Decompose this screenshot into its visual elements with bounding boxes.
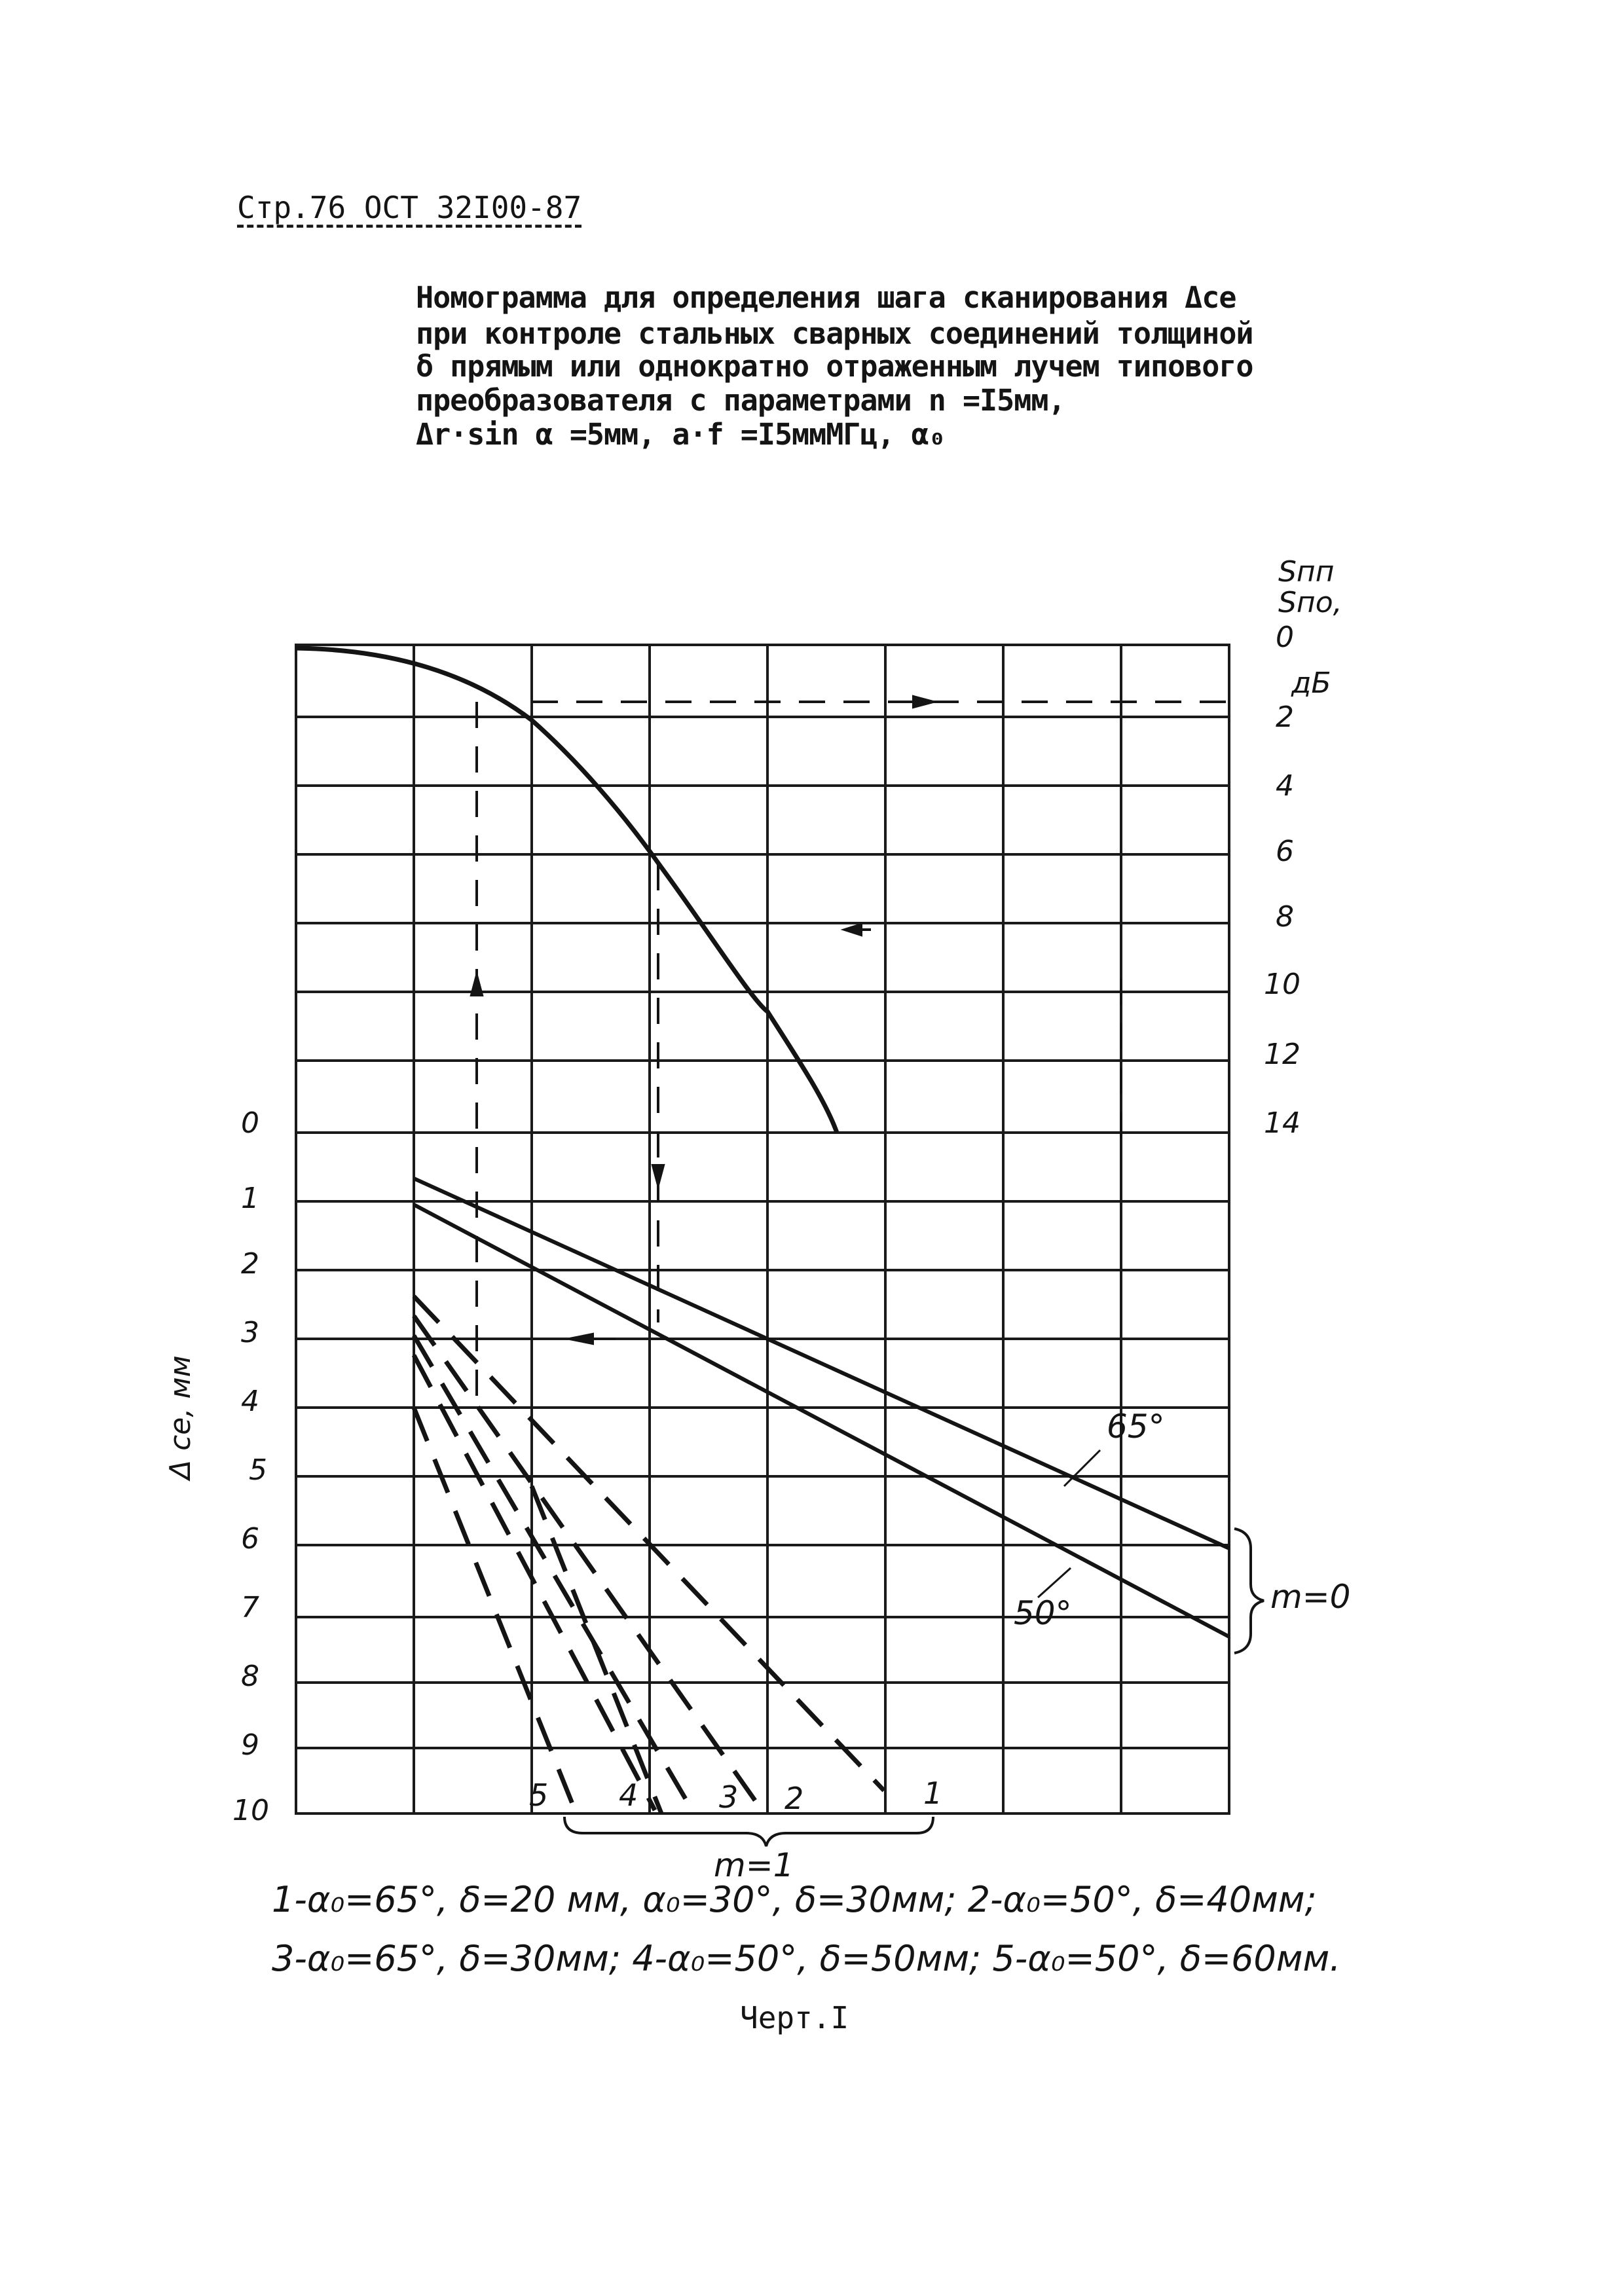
arrow-left-lower-icon: [570, 1334, 593, 1343]
caption-line-5: Δr·sin α =5мм, a·f =I5ммМГц, α₀: [416, 417, 946, 452]
arrow-left-icon: [845, 924, 861, 935]
right-axis-tick: 2: [1276, 701, 1294, 734]
page-header: Стр.76 ОСТ 32I00-87: [237, 190, 582, 225]
label-curve-1: 1: [923, 1776, 943, 1811]
right-axis-tick: 8: [1276, 900, 1294, 934]
label-65deg: 65°: [1107, 1408, 1165, 1446]
left-axis-tick: 8: [241, 1660, 259, 1693]
left-axis-tick: 4: [241, 1385, 259, 1418]
right-axis-title-2: Sпо,: [1278, 586, 1342, 619]
left-axis-tick: 6: [241, 1522, 259, 1556]
right-axis-tick: 12: [1264, 1038, 1301, 1071]
legend-line-1: 1-α₀=65°, δ=20 мм, α₀=30°, δ=30мм; 2-α₀=50°, δ=40мм;: [272, 1879, 1317, 1920]
right-axis-tick: 4: [1276, 769, 1294, 803]
label-curve-4: 4: [619, 1777, 638, 1813]
right-axis-tick: 6: [1276, 835, 1294, 868]
right-axis-title-1: Sпп: [1278, 555, 1335, 589]
leader-50: [1038, 1568, 1071, 1597]
caption-line-1: Номограмма для определения шага сканирования Δсе: [416, 280, 1236, 315]
label-m0: m=0: [1270, 1578, 1351, 1616]
label-curve-2: 2: [784, 1781, 804, 1816]
brace-m0: [1234, 1529, 1264, 1653]
left-axis-tick: 10: [232, 1794, 269, 1827]
dashed-line-5: [414, 1408, 576, 1813]
left-axis-tick: 5: [249, 1453, 267, 1487]
left-axis-title: Δ се, мм: [164, 1355, 197, 1480]
arrow-right-icon: [913, 697, 933, 707]
construction-lines: [477, 702, 1229, 1408]
brace-m1: [564, 1817, 933, 1846]
arrow-down-icon: [653, 1165, 663, 1185]
caption-line-4: преобразователя с параметрами n =I5мм,: [416, 383, 1065, 418]
arrow-up-icon: [471, 975, 482, 995]
legend-line-2: 3-α₀=65°, δ=30мм; 4-α₀=50°, δ=50мм; 5-α₀=50°, δ=60мм.: [272, 1938, 1341, 1979]
right-axis-tick: 10: [1264, 968, 1301, 1001]
left-axis-tick: 7: [241, 1591, 259, 1624]
label-50deg: 50°: [1014, 1594, 1072, 1632]
arrows: [471, 697, 933, 1343]
grid-frame: [296, 645, 1229, 1813]
dashed-line-2: [414, 1316, 760, 1807]
left-axis-tick: 0: [241, 1106, 259, 1140]
nomogram-grid: [296, 645, 1229, 1813]
right-axis-tick: 14: [1264, 1106, 1301, 1140]
label-m1: m=1: [714, 1846, 794, 1884]
figure-label: Черт.I: [740, 2000, 849, 2035]
right-axis-tick: 0: [1276, 621, 1294, 654]
caption-line-3: δ прямым или однократно отраженным лучем типового: [416, 349, 1253, 384]
left-axis-tick: 9: [241, 1728, 259, 1762]
dashed-line-4b: [532, 1486, 661, 1813]
label-curve-3: 3: [719, 1779, 739, 1815]
left-axis-tick: 3: [241, 1316, 259, 1349]
caption-line-2: при контроле стальных сварных соединений толщиной: [416, 316, 1253, 351]
label-curve-5: 5: [529, 1777, 549, 1813]
left-axis-tick: 1: [241, 1182, 259, 1215]
left-axis-tick: 2: [241, 1247, 259, 1281]
right-axis-unit: дБ: [1291, 666, 1331, 700]
